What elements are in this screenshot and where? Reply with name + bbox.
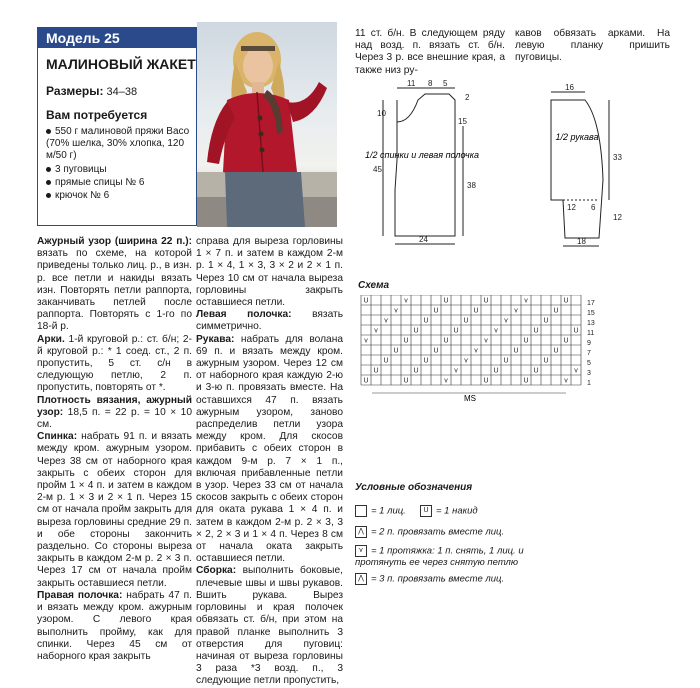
stitch-symbol: U [403,377,409,385]
dim-label: 15 [458,117,467,126]
stitch-symbol: U [433,307,439,315]
row-number: 5 [587,360,591,367]
pattern-diagram [355,70,685,250]
dim-label: 38 [467,181,476,190]
stitch-symbol: ⋎ [573,367,579,375]
stitch-symbol: U [363,297,369,305]
stitch-symbol: U [573,327,579,335]
dim-label: 2 [465,93,470,102]
ms-label: MS [464,394,476,403]
ssk-icon: ⋎ [355,545,367,557]
stitch-symbol: U [373,367,379,375]
stitch-symbol: ⋎ [363,337,369,345]
paragraph: Спинка: набрать 91 п. и вязать между кром. ажурным узором. Через 38 см от наборного края закрыть с обеих сторон для пройм 1 × 4 п. и затем в каждом 2-м р. 1 × 3 и 2 × 1 п. Через 15 см от начала пройм закрыть для выреза горловины средние 29 п. и обе стороны закончить раздельно. Со стороны выреза закрыть в каждом 2-м р. 2 × 3 п. Через 17 см от начала пройм закрыть оставшиеся петли. [37,431,192,589]
stitch-symbol: U [503,357,509,365]
paragraph: Ажурный узор (ширина 22 п.): вязать по схеме, на которой приведены только лиц. р., в изн. р. все петли и накиды вязать изн. Повторять петли раппорта, заканчивать петлей после раппорта. Повторять с 1-го по 18-й р. [37,236,192,333]
stitch-symbol: U [543,317,549,325]
stitch-symbol: U [543,357,549,365]
stitch-symbol: U [553,347,559,355]
paragraph: Плотность вязания, ажурный узор: 18,5 п. = 22 р. = 10 × 10 см. [37,394,192,431]
sleeve-piece-label: 1/2 рукава [555,132,599,142]
stitch-symbol: ⋎ [443,377,449,385]
dim-label: 33 [613,153,622,162]
stitch-symbol: U [553,307,559,315]
paragraph: Левая полочка: вязать симметрично. [196,309,343,333]
row-number: 7 [587,350,591,357]
stitch-symbol: U [533,367,539,375]
stitch-symbol: U [413,367,419,375]
bullet-icon [46,180,51,185]
instructions-column-1 [37,236,192,663]
dim-label: 10 [377,109,386,118]
row-number: 15 [587,310,595,317]
paragraph: Рукава: набрать для волана 69 п. и вязать между кром. ажурным узором. Через 12 см от наборного края каждую 2-ю и 3-ю п. провязать вместе. На оставшихся 47 п. вязать ажурным узором, заново распределив петли узора между кром. Для скосов прибавить с обеих сторон в каждом 9-м р. 7 × 1 п., включая прибавленные петли в узор. Через 33 см от начала скосов закрыть с обеих сторон для оката рукава 1 × 4 п. и затем в каждом 2-м р. 2 × 3, 3 × 2, 2 × 3 и 1 × 4 п. Через 8 см от начала оката закрыть оставшиеся петли. [196,333,343,565]
stitch-symbol: U [403,337,409,345]
stitch-symbol: U [443,297,449,305]
stitch-symbol: ⋎ [503,317,509,325]
legend-title: Условные обозначения [355,482,473,493]
dim-label: 6 [591,203,596,212]
material-item: прямые спицы № 6 [46,177,196,189]
stitch-symbol: U [473,307,479,315]
stitch-symbol: U [423,317,429,325]
bullet-icon [46,193,51,198]
stitch-symbol: U [523,377,529,385]
stitch-symbol: ⋎ [473,347,479,355]
materials-title: Вам потребуется [46,108,148,122]
stitch-symbol: ⋎ [373,327,379,335]
stitch-symbol: ⋎ [523,297,529,305]
paragraph: Арки. 1-й круговой р.: ст. б/н; 2-й круговой р.: * 1 соед. ст., 2 п. пропустить, 5 ст. с/н в следующую петлю, 2 п. пропустить, повторять от *. [37,333,192,394]
dim-label: 12 [613,213,622,222]
k2tog-icon: ⋀ [355,526,367,538]
legend-item: ⋎ = 1 протяжка: 1 п. снять, 1 лиц. и протянуть ее через снятую петлю [355,545,524,568]
paragraph: справа для выреза горловины 1 × 7 п. и затем в каждом 2-м р. 1 × 4, 1 × 3, 3 × 2 и 2 × 1 п. Через 10 см от начала выреза горловины закрыть оставшиеся петли. [196,236,343,309]
stitch-symbol: U [383,357,389,365]
pattern-title: МАЛИНОВЫЙ ЖАКЕТ [46,56,196,72]
stitch-symbol: U [533,327,539,335]
instructions-continued: 11 ст. б/н. В следующем ряду над возд. п. вязать ст. б/н. Через 3 р. все внешние края, а также низ ру- [355,28,505,76]
stitch-symbol: U [483,297,489,305]
row-number: 13 [587,320,595,327]
dim-label: 11 [407,79,416,88]
row-number: 9 [587,340,591,347]
stitch-symbol: ⋎ [563,377,569,385]
legend-item: = 1 лиц. [355,505,406,517]
stitch-symbol: ⋎ [453,367,459,375]
material-item: крючок № 6 [46,190,196,202]
instructions-column-2 [196,236,343,688]
stitch-symbol: ⋎ [513,307,519,315]
sizes-value: 34–38 [106,86,138,98]
row-number: 1 [587,380,591,387]
stitch-symbol: U [443,337,449,345]
row-number: 17 [587,300,595,307]
schema-title: Схема [358,280,390,291]
woman-in-jacket-illustration [197,22,337,227]
k3tog-icon: ⋀ [355,573,367,585]
stitch-symbol: U [453,327,459,335]
stitch-symbol: U [563,297,569,305]
sizes-label: Размеры: [46,84,104,98]
sizes [46,84,137,98]
stitch-symbol: ⋎ [463,357,469,365]
row-number: 3 [587,370,591,377]
dim-label: 8 [428,79,433,88]
instructions-finish: кавов обвязать арками. На левую планку пришить пуговицы. [515,28,670,64]
model-photo [197,22,337,227]
dim-label: 18 [577,237,586,246]
dim-label: 45 [373,165,382,174]
stitch-symbol: ⋎ [393,307,399,315]
dim-label: 12 [567,203,576,212]
dim-label: 5 [443,79,448,88]
stitch-symbol: U [433,347,439,355]
stitch-symbol: U [393,347,399,355]
stitch-symbol: U [523,337,529,345]
material-item: 3 пуговицы [46,164,196,176]
stitch-symbol: U [483,377,489,385]
dim-label: 16 [565,83,574,92]
knit-symbol-icon [355,505,367,517]
model-banner [38,28,196,48]
dim-label: 24 [419,235,428,244]
stitch-symbol: U [413,327,419,335]
stitch-symbol: U [363,377,369,385]
legend-item: ⋀ = 2 п. провязать вместе лиц. [355,526,504,538]
header-box [37,27,197,226]
stitch-symbol: U [463,317,469,325]
model-number: Модель 25 [46,30,120,46]
paragraph: Сборка: выполнить боковые, плечевые швы и швы рукавов. Вшить рукава. Вырез горловины и края полочек обвязать ст. б/н, при этом на правой планке выполнить 3 отверстия для пуговиц: начиная от выреза горловины 3 раза *3 возд. п., 3 следующие петли пропустить, [196,565,343,687]
stitch-symbol: ⋎ [403,297,409,305]
paragraph: Правая полочка: набрать 47 п. и вязать между кром. ажурным узором. С левого края выполнить пройму, как для спинки. Через 45 см от наборного края закрыть [37,589,192,662]
stitch-symbol: ⋎ [483,337,489,345]
bullet-icon [46,129,51,134]
stitch-symbol: U [493,367,499,375]
body-piece-label: 1/2 спинки и левая полочка [365,150,479,160]
material-item: 550 г малиновой пряжи Васо (70% шелка, 30% хлопка, 120 м/50 г) [46,126,190,161]
legend-item: U = 1 накид [420,505,478,517]
stitch-symbol: U [563,337,569,345]
row-number: 11 [587,330,595,337]
legend-item: ⋀ = 3 п. провязать вместе лиц. [355,573,504,585]
stitch-symbol: ⋎ [383,317,389,325]
stitch-symbol: ⋎ [493,327,499,335]
bullet-icon [46,167,51,172]
stitch-symbol: U [513,347,519,355]
stitch-symbol: U [423,357,429,365]
yarn-over-icon: U [420,505,432,517]
stitch-chart [356,295,606,405]
